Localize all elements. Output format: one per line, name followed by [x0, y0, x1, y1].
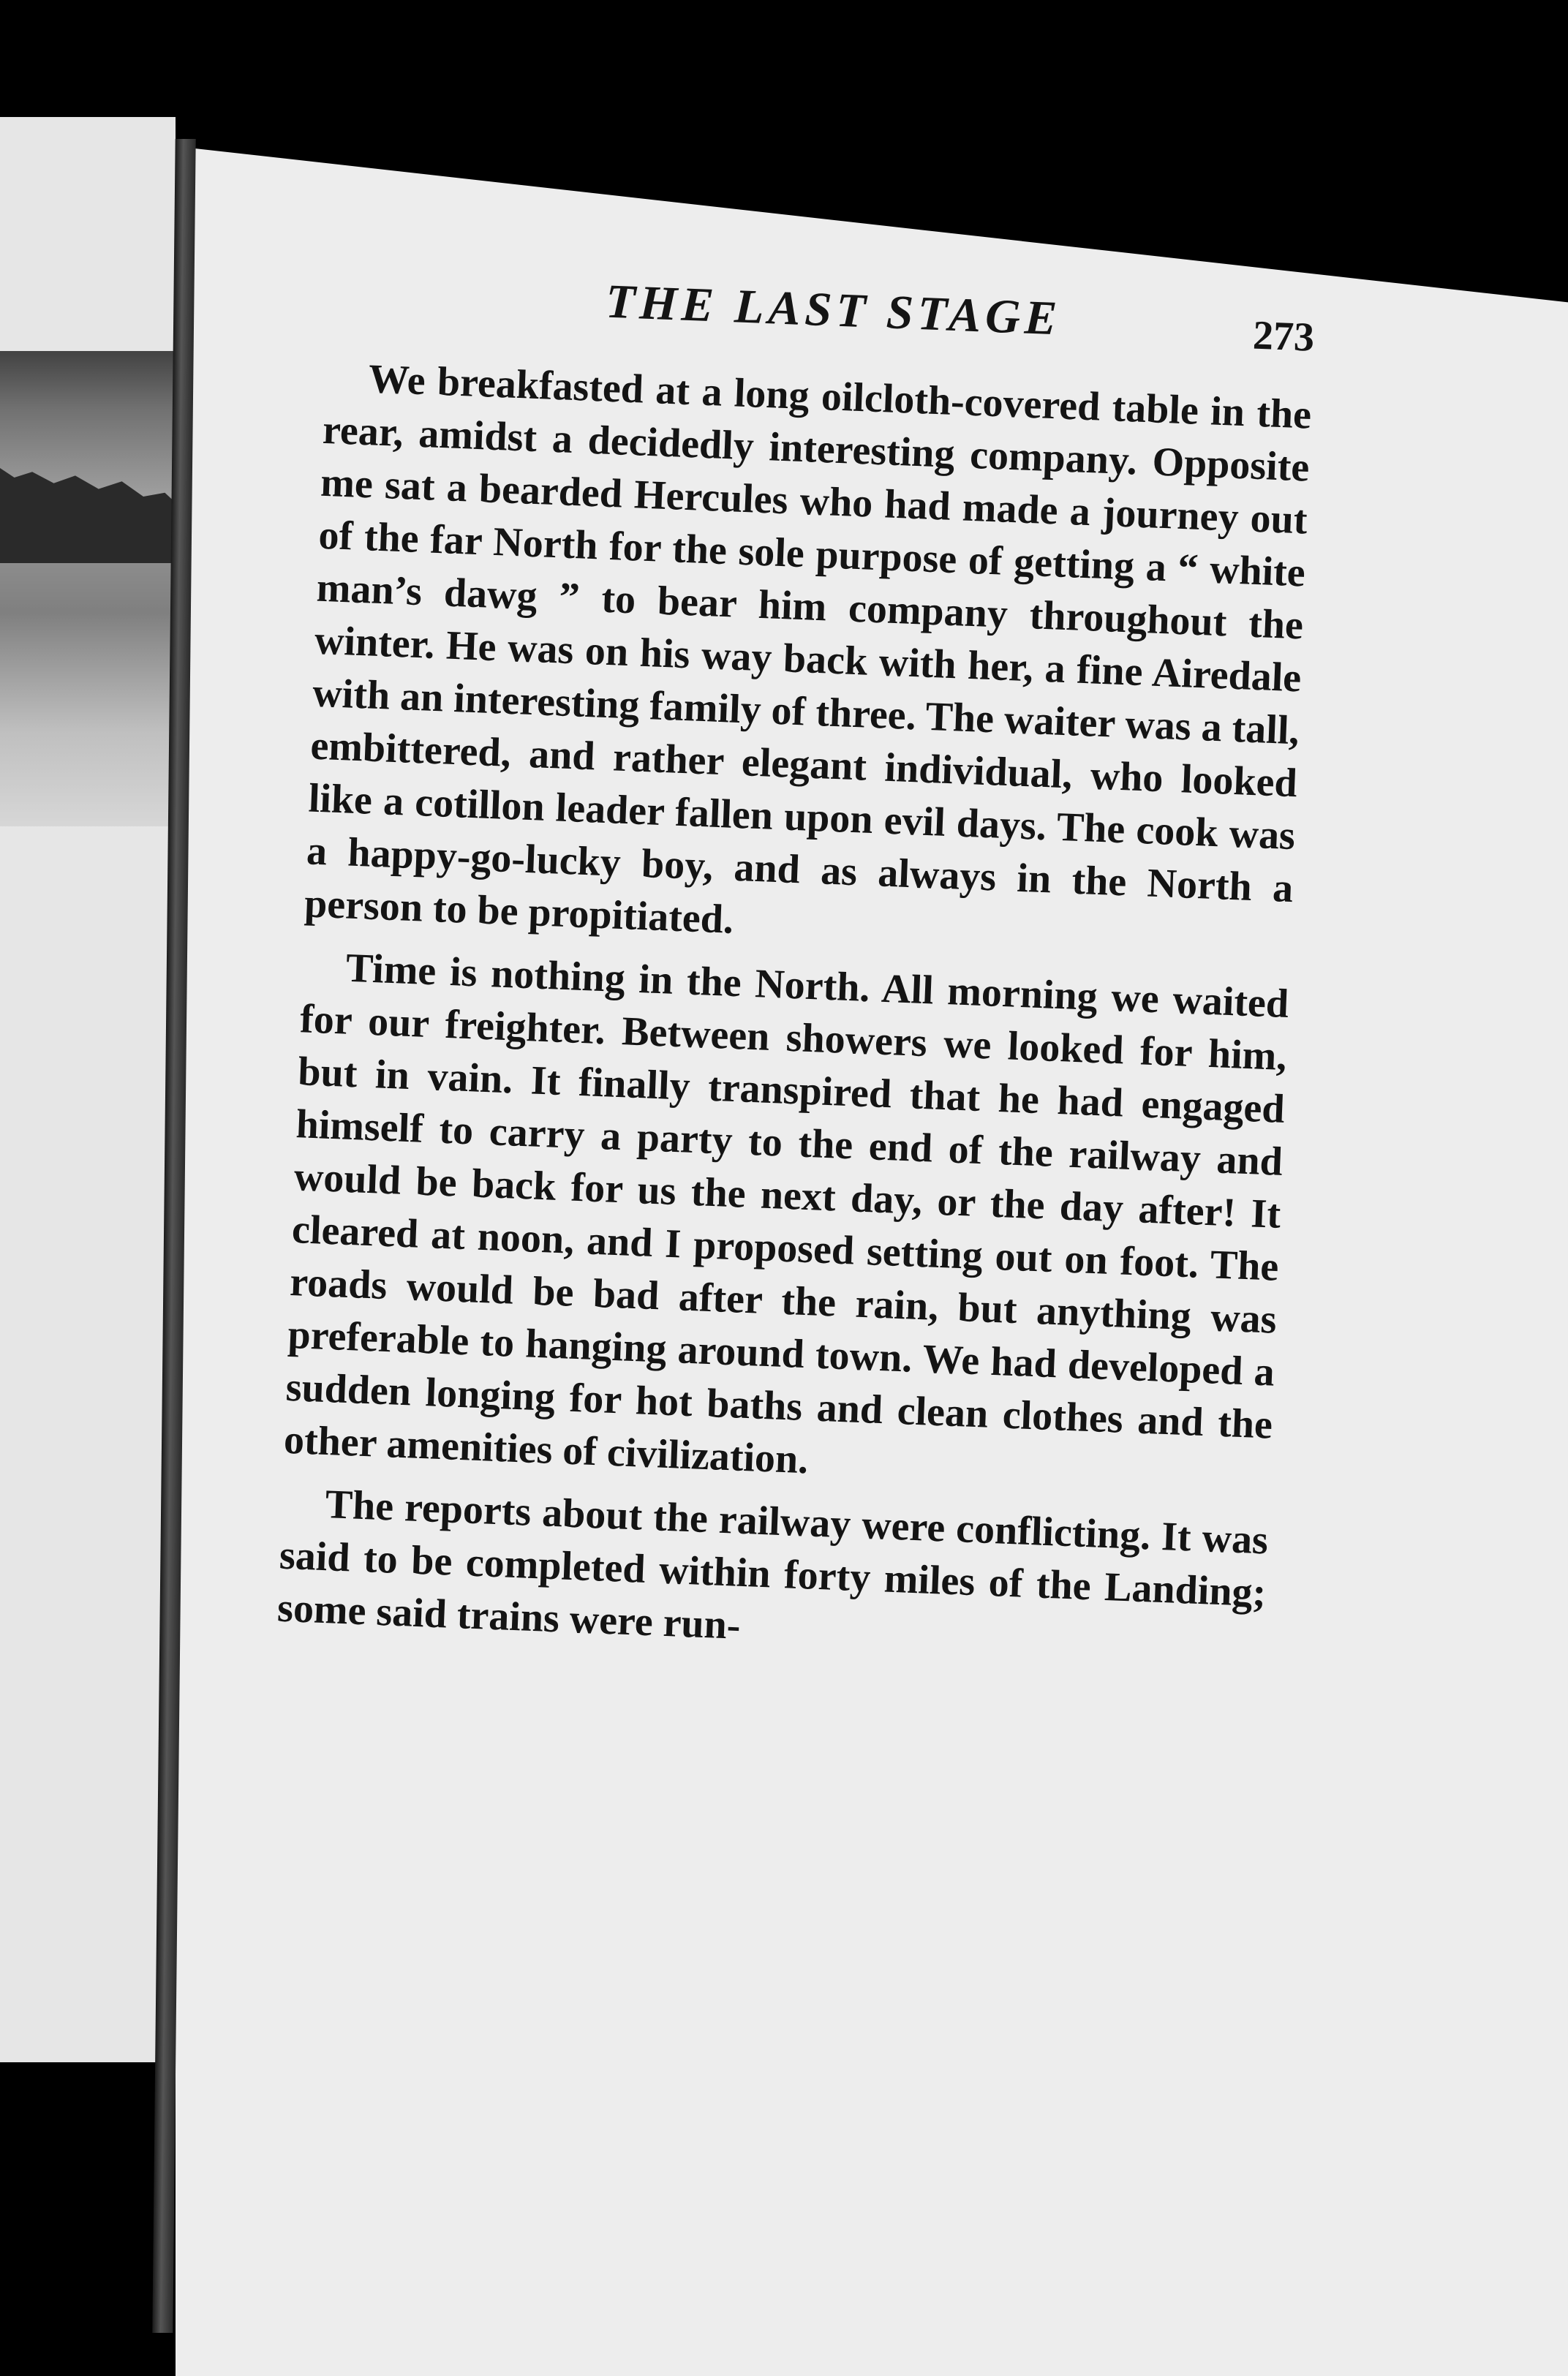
paragraph-1: We breakfasted at a long oilcloth-covered table in the rear, amidst a decidedly interesting company. Opposite me sat a bearded Hercules who had made a journey out of the far North for the sole purpose of getting a “ white man’s dawg ” to bear him company throughout the winter. He was on his way back with her, a fine Airedale with an interesting family of three. The waiter was a tall, embittered, and rather elegant individual, who looked like a cotillon leader fallen upon evil days. The cook was a happy-go-lucky boy, and as always in the North a person to be propitiated. [304, 356, 1313, 943]
page-text-block [276, 263, 1316, 1682]
paragraph-2: Time is nothing in the North. All morning we waited for our freighter. Between showers we looked for him, but in vain. It finally transpired that he had engaged himself to carry a party to the end of the railway and would be back for us the next day, or the day after! It cleared at noon, and I proposed setting out on foot. The roads would be bad after the rain, but anything was preferable to hanging around town. We had developed a sudden longing for hot baths and clean clothes and the other amenities of civilization. [283, 945, 1290, 1483]
paragraph-3: The reports about the railway were conflicting. It was said to be completed within forty miles of the Landing; some said trains were run- [276, 1482, 1270, 1648]
facing-page-photograph [0, 351, 183, 826]
page-title: THE LAST STAGE [604, 274, 1063, 346]
page-number: 273 [1251, 312, 1316, 361]
